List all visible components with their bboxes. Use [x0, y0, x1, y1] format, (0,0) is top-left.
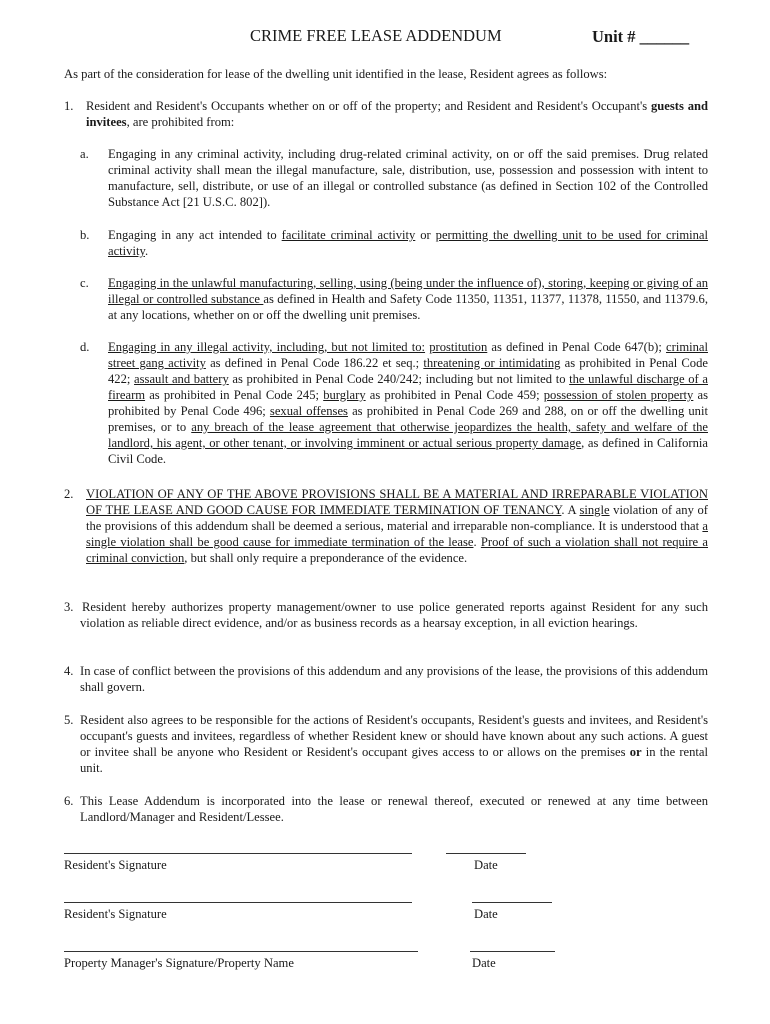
sub-c-underline1: Engaging in the unlawful manufacturing, selling, using (being under the influence of), storing, keeping or giving of an illegal or controlled substance [108, 276, 708, 306]
resident-signature-line-1[interactable] [64, 853, 412, 854]
sub-d-t5: as prohibited in Penal Code 245; [145, 388, 324, 402]
sub-d-u7: burglary [323, 388, 366, 402]
signature-label-3: Property Manager's Signature/Property Name [64, 956, 294, 970]
sub-b-part1: Engaging in any act intended to [108, 228, 282, 242]
item-2-u2: single [579, 503, 610, 517]
sub-b-part3: . [144, 244, 149, 258]
sub-d-u5: assault and battery [134, 372, 229, 386]
item-5-t2: in the rental unit. [80, 745, 709, 775]
item-3-text: Resident hereby authorizes property management/owner to use police generated reports against Resident for any such violation as reliable direct evidence, and/or as business records as a hearsay exception, in all eviction hearings. [80, 600, 708, 630]
sub-d-t2: as defined in Penal Code 186.22 et seq.; [205, 356, 424, 370]
sub-c-part1: as defined in Health and Safety Code 11350, 11351, 11377, 11378, 11550, and 11379.6, at any locations, whether on or off the dwelling unit premises. [108, 292, 709, 322]
date-label-3: Date [472, 956, 496, 970]
date-line-1[interactable] [446, 853, 526, 854]
item-2-u4: Proof of such a violation shall not require a criminal conviction [86, 535, 708, 565]
item-2-u1: VIOLATION OF ANY OF THE ABOVE PROVISIONS SHALL BE A MATERIAL AND IRREPARABLE VIOLATION OF THE LEASE AND GOOD CAUSE FOR IMMEDIATE TERMINATION OF TENANCY [86, 487, 708, 517]
sub-b-text [108, 227, 708, 259]
item-5-t1: Resident also agrees to be responsible for the actions of Resident's occupants, Resident's guests and invitees, and Resident's occupant's guests and invitees, regardless of whether Resident knew or should have known about any such actions. A guest or invitee shall be anyone who Resident or Resident's occupant gives access to or allows on the premises [80, 713, 708, 759]
sub-d-u6: the unlawful discharge of a firearm [108, 372, 708, 402]
sub-d-u4: threatening or intimidating [423, 356, 561, 370]
sub-d-t1: as defined in Penal Code 647(b); [487, 340, 667, 354]
item-3-number: 3. [64, 600, 74, 614]
sub-d-t3: as prohibited in Penal Code 422; [108, 356, 708, 386]
sub-a-letter: a. [80, 147, 89, 161]
item-5-number: 5. [64, 713, 74, 727]
sub-b-letter: b. [80, 228, 90, 242]
item-2-t1: . A [561, 503, 580, 517]
item-1-text-part2: , are prohibited from: [126, 115, 235, 129]
date-label-1: Date [474, 858, 498, 872]
sub-b-part2: or [415, 228, 436, 242]
item-2-t4: , but shall only require a preponderance of the evidence. [184, 551, 468, 565]
date-label-2: Date [474, 907, 498, 921]
sub-b-underline1: facilitate criminal activity [281, 228, 416, 242]
date-line-3[interactable] [470, 951, 555, 952]
signature-label-1: Resident's Signature [64, 858, 167, 872]
sub-d-t4: as prohibited in Penal Code 240/242; including but not limited to [228, 372, 570, 386]
item-2-number: 2. [64, 487, 74, 501]
sub-d-u10: any breach of the lease agreement that otherwise jeopardizes the health, safety and welfare of the landlord, his agent, or other tenant, or involving imminent or actual serious property damage [108, 420, 708, 450]
item-2-t2: violation of any of the provisions of this addendum shall be deemed a serious, material and irreparable non-compliance. It is understood that [86, 503, 708, 533]
sub-d-t8: as prohibited in Penal Code 269 and 288, on or off the dwelling unit premises, or to [108, 404, 708, 434]
sub-d-u1: Engaging in any illegal activity, including, but not limited to: [108, 340, 426, 354]
item-6-text: This Lease Addendum is incorporated into the lease or renewal thereof, executed or renewed at any time between Landlord/Manager and Resident/Lessee. [80, 794, 708, 824]
item-2-text [86, 486, 708, 566]
item-4-text: In case of conflict between the provisions of this addendum and any provisions of the lease, the provisions of this addendum shall govern. [80, 664, 708, 694]
sub-d-u2: prostitution [429, 340, 488, 354]
sub-b-underline2: permitting the dwelling unit to be used for criminal activity [108, 228, 709, 258]
sub-d-t6: as prohibited in Penal Code 459; [365, 388, 544, 402]
sub-a-text: Engaging in any criminal activity, including drug-related criminal activity, on or off the said premises. Drug related criminal activity shall mean the illegal manufacture, sale, distribution, use, possession and possession with intent to manufacture, sell, distribute, or use of an illegal or controlled substance (as defined in Section 102 of the Controlled Substance Act [21 U.S.C. 802]). [108, 147, 708, 209]
unit-number-field[interactable]: Unit # ______ [592, 27, 690, 46]
item-4-number: 4. [64, 664, 74, 678]
item-1-guests-bold: guests and invitees [86, 99, 709, 129]
intro-paragraph: As part of the consideration for lease of the dwelling unit identified in the lease, Resident agrees as follows: [64, 67, 608, 81]
item-5-bold-or: or [629, 745, 642, 759]
sub-d-letter: d. [80, 340, 90, 354]
item-1-text-part1: Resident and Resident's Occupants whether on or off of the property; and Resident and Resident's Occupant's [86, 99, 648, 113]
sub-d-t7: as prohibited by Penal Code 496; [108, 388, 709, 418]
date-line-2[interactable] [472, 902, 552, 903]
sub-d-u3: criminal street gang activity [108, 340, 708, 370]
item-1-number: 1. [64, 99, 74, 113]
sub-c-letter: c. [80, 276, 89, 290]
sub-c-text [108, 275, 708, 323]
sub-d-u8: possession of stolen property [543, 388, 694, 402]
manager-signature-line[interactable] [64, 951, 418, 952]
item-5-text [80, 712, 708, 776]
sub-d-t9: , as defined in California Civil Code. [108, 436, 708, 466]
item-6-number: 6. [64, 794, 74, 808]
resident-signature-line-2[interactable] [64, 902, 412, 903]
sub-d-u9: sexual offenses [269, 404, 348, 418]
document-title: CRIME FREE LEASE ADDENDUM [250, 26, 502, 45]
sub-d-text [108, 339, 708, 467]
signature-label-2: Resident's Signature [64, 907, 167, 921]
item-2-t3: . [473, 535, 481, 549]
item-1-text [86, 98, 708, 130]
item-2-u3: a single violation shall be good cause for immediate termination of the lease [86, 519, 708, 549]
